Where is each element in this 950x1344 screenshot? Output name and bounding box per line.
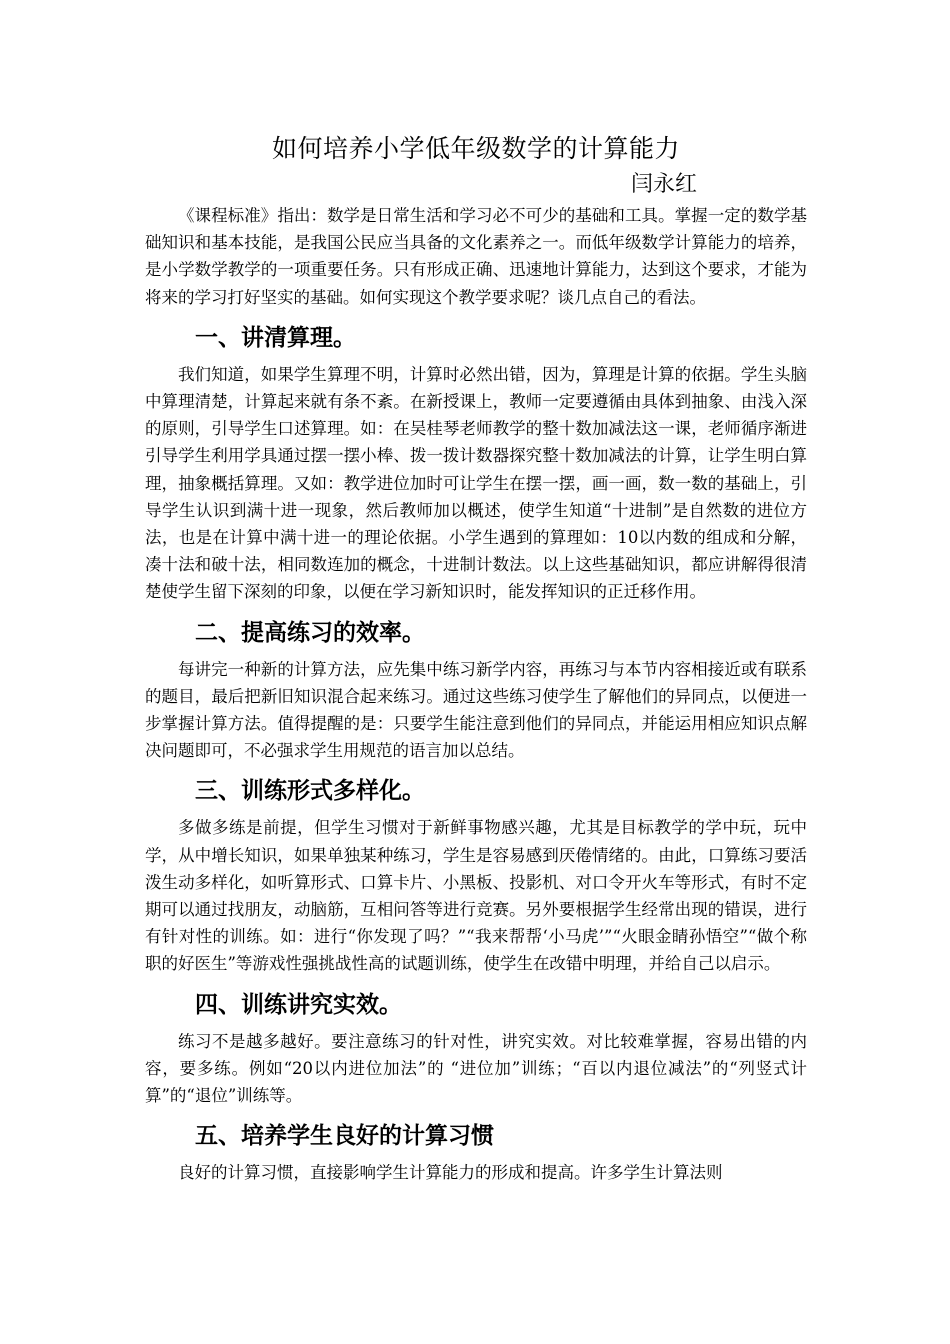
- section-body-1: 我们知道，如果学生算理不明，计算时必然出错，因为，算理是计算的依据。学生头脑中算理清楚，计算起来就有条不紊。在新授课上，教师一定要遵循由具体到抽象、由浅入深的原则，引导学生口述算理。如：在吴桂琴老师教学的整十数加减法这一课，老师循序渐进引导学生利用学具通过摆一摆小棒、拨一拨计数器探究整十数加减法的计算，让学生明白算理，抽象概括算理。又如：教学进位加时可让学生在摆一摆，画一画，数一数的基础上，引导学生认识到满十进一现象，然后教师加以概述，使学生知道“十进制”是自然数的进位方法，也是在计算中满十进一的理论依据。小学生遇到的算理如：10以内数的组成和分解，凑十法和破十法，相同数连加的概念，十进制计数法。以上这些基础知识，都应讲解得很清楚使学生留下深刻的印象，以便在学习新知识时，能发挥知识的正迁移作用。: [145, 364, 807, 602]
- section-heading-1: 一、讲清算理。: [195, 324, 356, 351]
- intro-paragraph: 《课程标准》指出：数学是日常生活和学习必不可少的基础和工具。掌握一定的数学基础知识和基本技能，是我国公民应当具备的文化素养之一。而低年级数学计算能力的培养，是小学数学教学的一项重要任务。只有形成正确、迅速地计算能力，达到这个要求，才能为将来的学习打好坚实的基础。如何实现这个教学要求呢？谈几点自己的看法。: [145, 206, 807, 307]
- document-title: 如何培养小学低年级数学的计算能力: [271, 134, 680, 163]
- section-heading-2: 二、提高练习的效率。: [195, 619, 425, 646]
- section-body-4: 练习不是越多越好。要注意练习的针对性，讲究实效。对比较难掌握，容易出错的内容，要多练。例如“20以内进位加法”的 “进位加”训练；“百以内退位减法”的“列竖式计算”的“退位”训练等。: [145, 1031, 807, 1106]
- section-body-5: 良好的计算习惯，直接影响学生计算能力的形成和提高。许多学生计算法则: [178, 1163, 723, 1183]
- section-body-3: 多做多练是前提，但学生习惯对于新鲜事物感兴趣，尤其是目标教学的学中玩，玩中学，从中增长知识，如果单独某种练习，学生是容易感到厌倦情绪的。由此，口算练习要活泼生动多样化，如听算形式、口算卡片、小黑板、投影机、对口令开火车等形式，有时不定期可以通过找朋友，动脑筋，互相问答等进行竞赛。另外要根据学生经常出现的错误，进行有针对性的训练。如：进行“你发现了吗？”“我来帮帮‘小马虎’”“火眼金睛孙悟空”“做个称职的好医生”等游戏性强挑战性高的试题训练，使学生在改错中明理，并给自己以启示。: [145, 818, 807, 974]
- section-heading-3: 三、训练形式多样化。: [195, 778, 425, 805]
- document-page: [145, 130, 807, 1186]
- section-heading-4: 四、训练讲究实效。: [195, 991, 402, 1018]
- section-heading-5: 五、培养学生良好的计算习惯: [195, 1123, 494, 1150]
- section-body-2: 每讲完一种新的计算方法，应先集中练习新学内容，再练习与本节内容相接近或有联系的题目，最后把新旧知识混合起来练习。通过这些练习使学生了解他们的异同点，以便进一步掌握计算方法。值得提醒的是：只要学生能注意到他们的异同点，并能运用相应知识点解决问题即可，不必强求学生用规范的语言加以总结。: [145, 659, 807, 761]
- author-name: 闫永红: [630, 172, 697, 197]
